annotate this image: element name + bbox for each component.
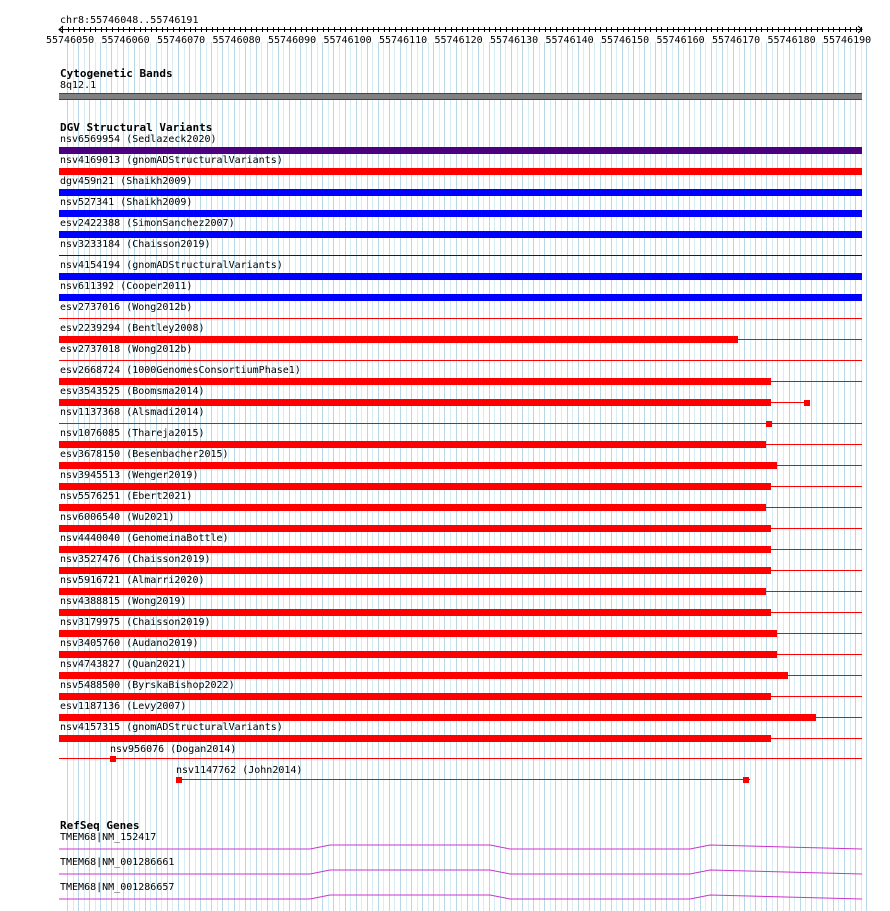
dgv-variant-bar[interactable] bbox=[59, 735, 771, 742]
dgv-variant-label[interactable]: nsv6006540 (Wu2021) bbox=[60, 512, 175, 523]
ruler-tick-label: 55746060 bbox=[101, 35, 150, 46]
dgv-variant-bar[interactable] bbox=[59, 714, 816, 721]
dgv-variant-bar[interactable] bbox=[59, 546, 771, 553]
dgv-variant-bar[interactable] bbox=[59, 378, 771, 385]
dgv-variant-bar[interactable] bbox=[59, 588, 766, 595]
dgv-variant-label[interactable]: nsv4169013 (gnomADStructuralVariants) bbox=[60, 155, 283, 166]
dgv-variant-line[interactable] bbox=[771, 486, 862, 487]
dgv-variant-line[interactable] bbox=[771, 528, 862, 529]
dgv-variant-line[interactable] bbox=[738, 339, 862, 340]
dgv-variant-label[interactable]: nsv611392 (Cooper2011) bbox=[60, 281, 193, 292]
cytoband-label: 8q12.1 bbox=[60, 80, 97, 91]
dgv-variant-label[interactable]: nsv3527476 (Chaisson2019) bbox=[60, 554, 211, 565]
dgv-variant-label[interactable]: nsv1137368 (Alsmadi2014) bbox=[60, 407, 205, 418]
dgv-variant-bar[interactable] bbox=[59, 693, 771, 700]
dgv-variant-block[interactable] bbox=[110, 756, 116, 762]
ruler-tick-label: 55746180 bbox=[767, 35, 816, 46]
dgv-variant-bar[interactable] bbox=[59, 168, 862, 175]
dgv-variant-bar[interactable] bbox=[59, 210, 862, 217]
dgv-variant-bar[interactable] bbox=[59, 441, 766, 448]
dgv-variant-label[interactable]: esv1187136 (Levy2007) bbox=[60, 701, 187, 712]
dgv-variant-line[interactable] bbox=[59, 423, 862, 424]
dgv-variant-bar[interactable] bbox=[59, 651, 777, 658]
dgv-variant-label[interactable]: nsv5488500 (ByrskaBishop2022) bbox=[60, 680, 235, 691]
dgv-variant-line[interactable] bbox=[176, 779, 750, 780]
dgv-variant-line[interactable] bbox=[816, 717, 862, 718]
refseq-intron-line[interactable] bbox=[0, 893, 890, 903]
dgv-variant-label[interactable]: dgv459n21 (Shaikh2009) bbox=[60, 176, 193, 187]
dgv-variant-label[interactable]: nsv5916721 (Almarri2020) bbox=[60, 575, 205, 586]
dgv-variant-bar[interactable] bbox=[59, 483, 771, 490]
dgv-variant-line[interactable] bbox=[777, 654, 862, 655]
dgv-variant-bar[interactable] bbox=[59, 336, 738, 343]
dgv-variant-bar[interactable] bbox=[59, 273, 862, 280]
refseq-transcript-line[interactable] bbox=[59, 895, 862, 899]
dgv-variant-block[interactable] bbox=[743, 777, 749, 783]
dgv-variant-label[interactable]: esv2737016 (Wong2012b) bbox=[60, 302, 193, 313]
dgv-variant-line[interactable] bbox=[766, 444, 862, 445]
dgv-variant-line[interactable] bbox=[771, 402, 804, 403]
ruler-tick-label: 55746120 bbox=[434, 35, 483, 46]
refseq-intron-line[interactable] bbox=[0, 843, 890, 853]
dgv-variant-label[interactable]: nsv1076085 (Thareja2015) bbox=[60, 428, 205, 439]
refseq-transcript-label[interactable]: TMEM68|NM_001286661 bbox=[60, 857, 175, 868]
dgv-variant-label[interactable]: nsv4743827 (Quan2021) bbox=[60, 659, 187, 670]
ruler-tick-label: 55746070 bbox=[157, 35, 206, 46]
dgv-variant-line[interactable] bbox=[777, 633, 862, 634]
dgv-variant-label[interactable]: esv3543525 (Boomsma2014) bbox=[60, 386, 205, 397]
dgv-variant-line[interactable] bbox=[59, 318, 862, 319]
ruler-tick-label: 55746050 bbox=[46, 35, 95, 46]
dgv-variant-label[interactable]: nsv3179975 (Chaisson2019) bbox=[60, 617, 211, 628]
dgv-variant-line[interactable] bbox=[771, 696, 862, 697]
dgv-variant-line[interactable] bbox=[59, 758, 862, 759]
dgv-variant-bar[interactable] bbox=[59, 609, 771, 616]
dgv-variant-line[interactable] bbox=[771, 738, 862, 739]
dgv-variant-label[interactable]: esv3678150 (Besenbacher2015) bbox=[60, 449, 229, 460]
dgv-variant-label[interactable]: nsv6569954 (Sedlazeck2020) bbox=[60, 134, 217, 145]
dgv-variant-line[interactable] bbox=[771, 381, 862, 382]
dgv-variant-bar[interactable] bbox=[59, 189, 862, 196]
dgv-variant-bar[interactable] bbox=[59, 567, 771, 574]
cytobands-track-title: Cytogenetic Bands bbox=[60, 67, 173, 80]
ruler-tick-label: 55746110 bbox=[379, 35, 428, 46]
dgv-variant-bar[interactable] bbox=[59, 231, 862, 238]
dgv-variant-line[interactable] bbox=[777, 465, 862, 466]
refseq-intron-line[interactable] bbox=[0, 868, 890, 878]
dgv-variant-label[interactable]: nsv3405760 (Audano2019) bbox=[60, 638, 199, 649]
dgv-variant-line[interactable] bbox=[766, 507, 862, 508]
ruler-tick-label: 55746140 bbox=[545, 35, 594, 46]
dgv-variant-label[interactable]: nsv3233184 (Chaisson2019) bbox=[60, 239, 211, 250]
dgv-variant-line[interactable] bbox=[766, 591, 862, 592]
dgv-variant-bar[interactable] bbox=[59, 504, 766, 511]
dgv-variant-label[interactable]: nsv4440040 (GenomeinaBottle) bbox=[60, 533, 229, 544]
ruler-tick-label: 55746100 bbox=[323, 35, 372, 46]
dgv-variant-bar[interactable] bbox=[59, 462, 777, 469]
dgv-variant-label[interactable]: esv2737018 (Wong2012b) bbox=[60, 344, 193, 355]
dgv-variant-label[interactable]: esv2239294 (Bentley2008) bbox=[60, 323, 205, 334]
dgv-variant-line[interactable] bbox=[771, 570, 862, 571]
refseq-transcript-line[interactable] bbox=[59, 870, 862, 874]
dgv-variant-line[interactable] bbox=[59, 255, 862, 256]
dgv-variant-block[interactable] bbox=[766, 421, 772, 427]
ruler-tick-label: 55746160 bbox=[656, 35, 705, 46]
dgv-variant-line[interactable] bbox=[771, 549, 862, 550]
dgv-variant-bar[interactable] bbox=[59, 630, 777, 637]
dgv-track-title: DGV Structural Variants bbox=[60, 121, 213, 134]
dgv-variant-label[interactable]: esv2422388 (SimonSanchez2007) bbox=[60, 218, 235, 229]
locus-label: chr8:55746048..55746191 bbox=[60, 15, 199, 26]
ruler-tick-label: 55746130 bbox=[490, 35, 539, 46]
ruler-tick-label: 55746080 bbox=[212, 35, 261, 46]
refseq-track-title: RefSeq Genes bbox=[60, 819, 140, 832]
dgv-variant-label[interactable]: nsv4154194 (gnomADStructuralVariants) bbox=[60, 260, 283, 271]
ruler-tick-label: 55746150 bbox=[601, 35, 650, 46]
refseq-transcript-label[interactable]: TMEM68|NM_152417 bbox=[60, 832, 157, 843]
ruler-tick-label: 55746090 bbox=[268, 35, 317, 46]
dgv-variant-bar[interactable] bbox=[59, 672, 788, 679]
dgv-variant-block[interactable] bbox=[804, 400, 810, 406]
dgv-variant-line[interactable] bbox=[59, 360, 862, 361]
dgv-variant-block[interactable] bbox=[176, 777, 182, 783]
refseq-transcript-line[interactable] bbox=[59, 845, 862, 849]
refseq-transcript-label[interactable]: TMEM68|NM_001286657 bbox=[60, 882, 175, 893]
ruler-tick-label: 55746170 bbox=[712, 35, 761, 46]
dgv-variant-label[interactable]: nsv3945513 (Wenger2019) bbox=[60, 470, 199, 481]
dgv-variant-bar[interactable] bbox=[59, 399, 771, 406]
dgv-variant-label[interactable]: nsv1147762 (John2014) bbox=[176, 765, 303, 776]
dgv-variant-bar[interactable] bbox=[59, 294, 862, 301]
dgv-variant-label[interactable]: nsv527341 (Shaikh2009) bbox=[60, 197, 193, 208]
dgv-variant-line[interactable] bbox=[771, 612, 862, 613]
dgv-variant-label[interactable]: nsv956076 (Dogan2014) bbox=[110, 744, 237, 755]
dgv-variant-label[interactable]: esv2668724 (1000GenomesConsortiumPhase1) bbox=[60, 365, 301, 376]
dgv-variant-label[interactable]: nsv4157315 (gnomADStructuralVariants) bbox=[60, 722, 283, 733]
ruler-tick-label: 55746190 bbox=[823, 35, 872, 46]
dgv-variant-bar[interactable] bbox=[59, 147, 862, 154]
dgv-variant-label[interactable]: nsv5576251 (Ebert2021) bbox=[60, 491, 193, 502]
dgv-variant-line[interactable] bbox=[788, 675, 862, 676]
dgv-variant-label[interactable]: nsv4388815 (Wong2019) bbox=[60, 596, 187, 607]
dgv-variant-bar[interactable] bbox=[59, 525, 771, 532]
cytoband-bar[interactable] bbox=[59, 93, 862, 100]
